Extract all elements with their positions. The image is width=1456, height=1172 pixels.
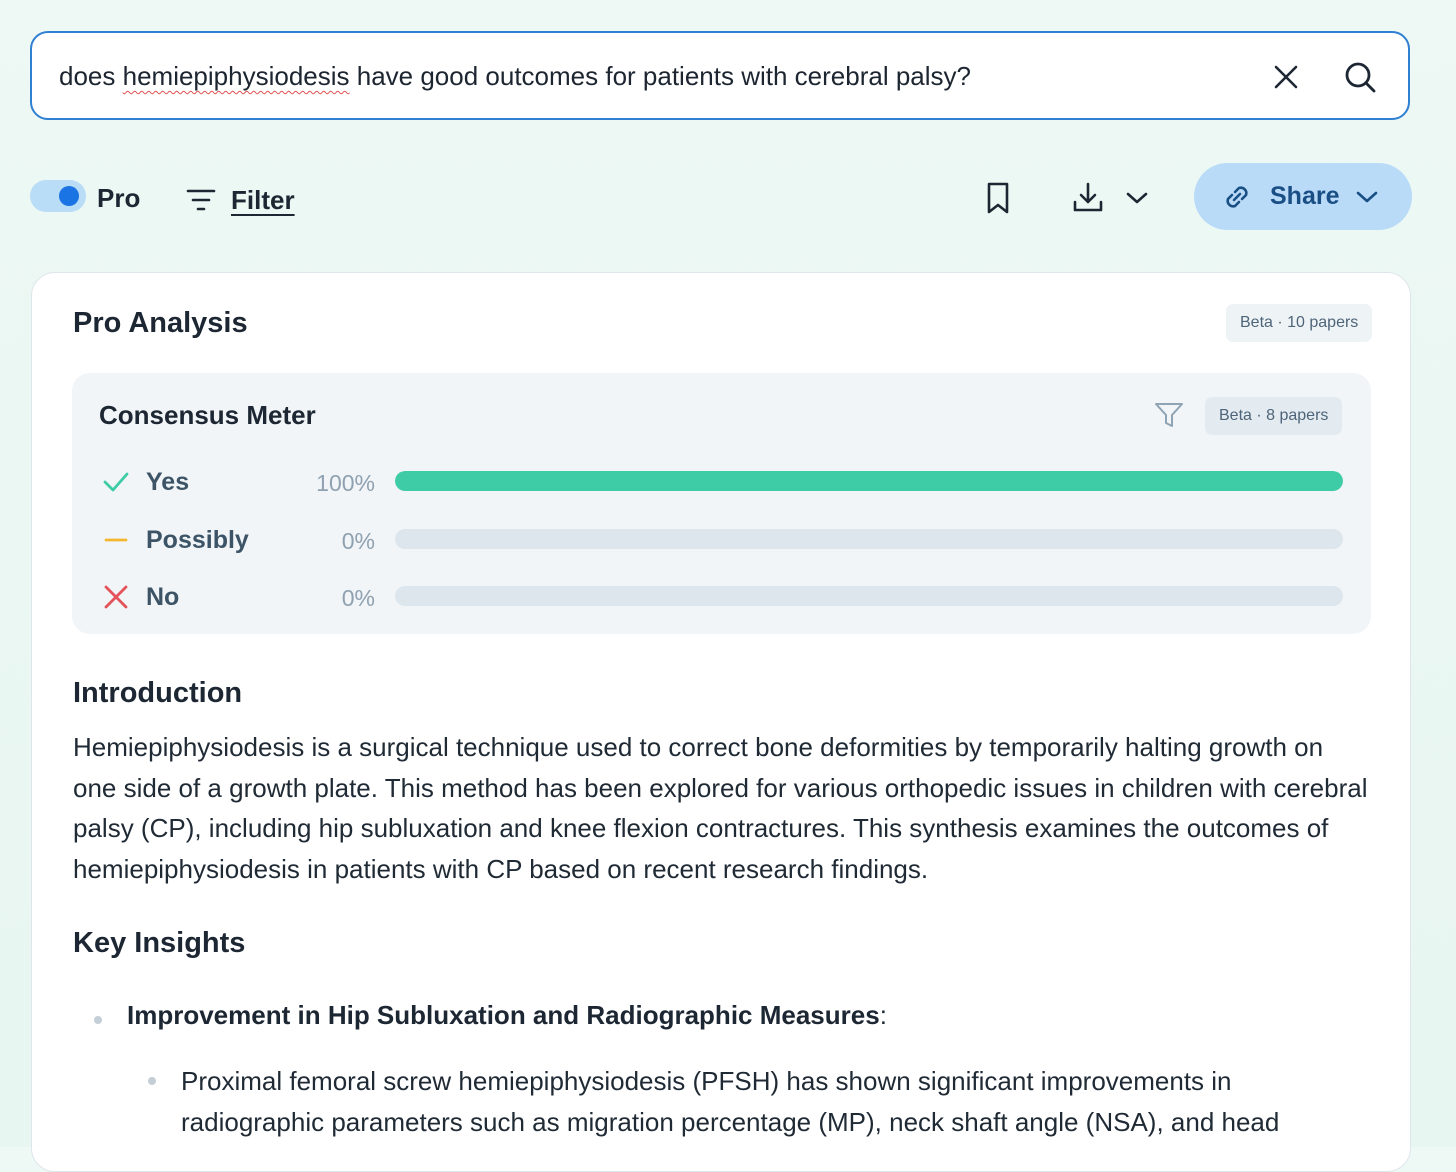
consensus-meter bbox=[72, 373, 1371, 634]
consensus-label: Possibly bbox=[146, 526, 249, 554]
consensus-bar-fill bbox=[395, 471, 1343, 491]
close-icon[interactable] bbox=[1266, 57, 1306, 97]
beta-badge: Beta · 10 papers bbox=[1226, 304, 1372, 342]
introduction-heading: Introduction bbox=[73, 677, 243, 709]
search-bar[interactable] bbox=[30, 31, 1410, 120]
consensus-percent: 0% bbox=[341, 528, 375, 554]
filter-button[interactable] bbox=[185, 180, 295, 220]
bullet-dot bbox=[94, 1016, 102, 1024]
introduction-text: Hemiepiphysiodesis is a surgical technique used to correct bone deformities by temporarily halting growth on one side of a growth plate. This method has been explored for various orthopedic issues in children with cerebral palsy (CP), including hip subluxation and knee flexion contractures. This synthesis examines the outcomes of hemiepiphysiodesis in patients with CP based on recent research findings. bbox=[73, 732, 1368, 884]
x-icon bbox=[100, 583, 132, 611]
consensus-percent: 100% bbox=[316, 470, 375, 496]
consensus-row-possibly bbox=[72, 520, 1371, 560]
pro-toggle[interactable] bbox=[30, 180, 86, 212]
search-input[interactable]: does hemiepiphysiodesis have good outcomes for patients with cerebral palsy? bbox=[59, 61, 971, 91]
toggle-knob bbox=[59, 186, 79, 206]
card-title: Pro Analysis bbox=[73, 307, 248, 339]
consensus-percent: 0% bbox=[341, 585, 375, 611]
filter-label: Filter bbox=[231, 184, 295, 215]
pro-analysis-card: Pro Analysis Beta · 10 papers Consensus Meter Beta · 8 papers Yes 100% Possibly 0% No 0% Introduction Hemiepiphysiodesis is a surgical technique used to correct bone deformities by temporarily halting growth on one side of a growth plate. This method has been explored for various orthopedic issues in children with cerebral palsy (CP), including hip subluxation and knee flexion contractures. This synthesis examines the outcomes of hemiepiphysiodesis in patients with CP based on recent research findings. Key Insights Improvement in Hip Subluxation and Radiographic Measures: Proximal femoral screw hemiepiphysiodesis (PFSH) has shown significant improvements in radiographic parameters such as migration percentage (MP), neck shaft angle (NSA), and head bbox=[31, 272, 1411, 1172]
check-icon bbox=[100, 468, 132, 496]
consensus-label: Yes bbox=[146, 468, 190, 496]
key-insights-heading: Key Insights bbox=[73, 927, 246, 959]
consensus-label: No bbox=[146, 583, 180, 611]
chevron-down-icon[interactable] bbox=[1120, 180, 1154, 216]
chevron-down-icon bbox=[1355, 189, 1379, 205]
consensus-bar-track bbox=[395, 471, 1343, 491]
link-icon bbox=[1220, 180, 1254, 214]
insight-text: Proximal femoral screw hemiepiphysiodesis (PFSH) has shown significant improvements in radiographic parameters such as migration percentage (MP), neck shaft angle (NSA), and head bbox=[181, 1066, 1280, 1137]
spellcheck-word: hemiepiphysiodesis bbox=[122, 61, 350, 91]
consensus-meter-title: Consensus Meter bbox=[99, 400, 316, 430]
pro-label: Pro bbox=[97, 183, 141, 213]
consensus-bar-track bbox=[395, 529, 1343, 549]
insight-title: Improvement in Hip Subluxation and Radiographic Measures bbox=[127, 1000, 880, 1030]
share-label: Share bbox=[1270, 182, 1340, 210]
filter-lines-icon bbox=[185, 187, 217, 213]
bullet-dot bbox=[148, 1077, 156, 1085]
dash-icon bbox=[100, 526, 132, 554]
share-button[interactable] bbox=[1194, 163, 1412, 230]
consensus-bar-track bbox=[395, 586, 1343, 606]
download-icon[interactable] bbox=[1066, 176, 1110, 220]
search-icon[interactable] bbox=[1338, 55, 1382, 99]
bookmark-icon[interactable] bbox=[978, 176, 1018, 220]
consensus-row-no bbox=[72, 577, 1371, 617]
funnel-icon[interactable] bbox=[1152, 399, 1186, 431]
meter-beta-badge: Beta · 8 papers bbox=[1205, 397, 1342, 435]
consensus-row-yes bbox=[72, 462, 1371, 502]
